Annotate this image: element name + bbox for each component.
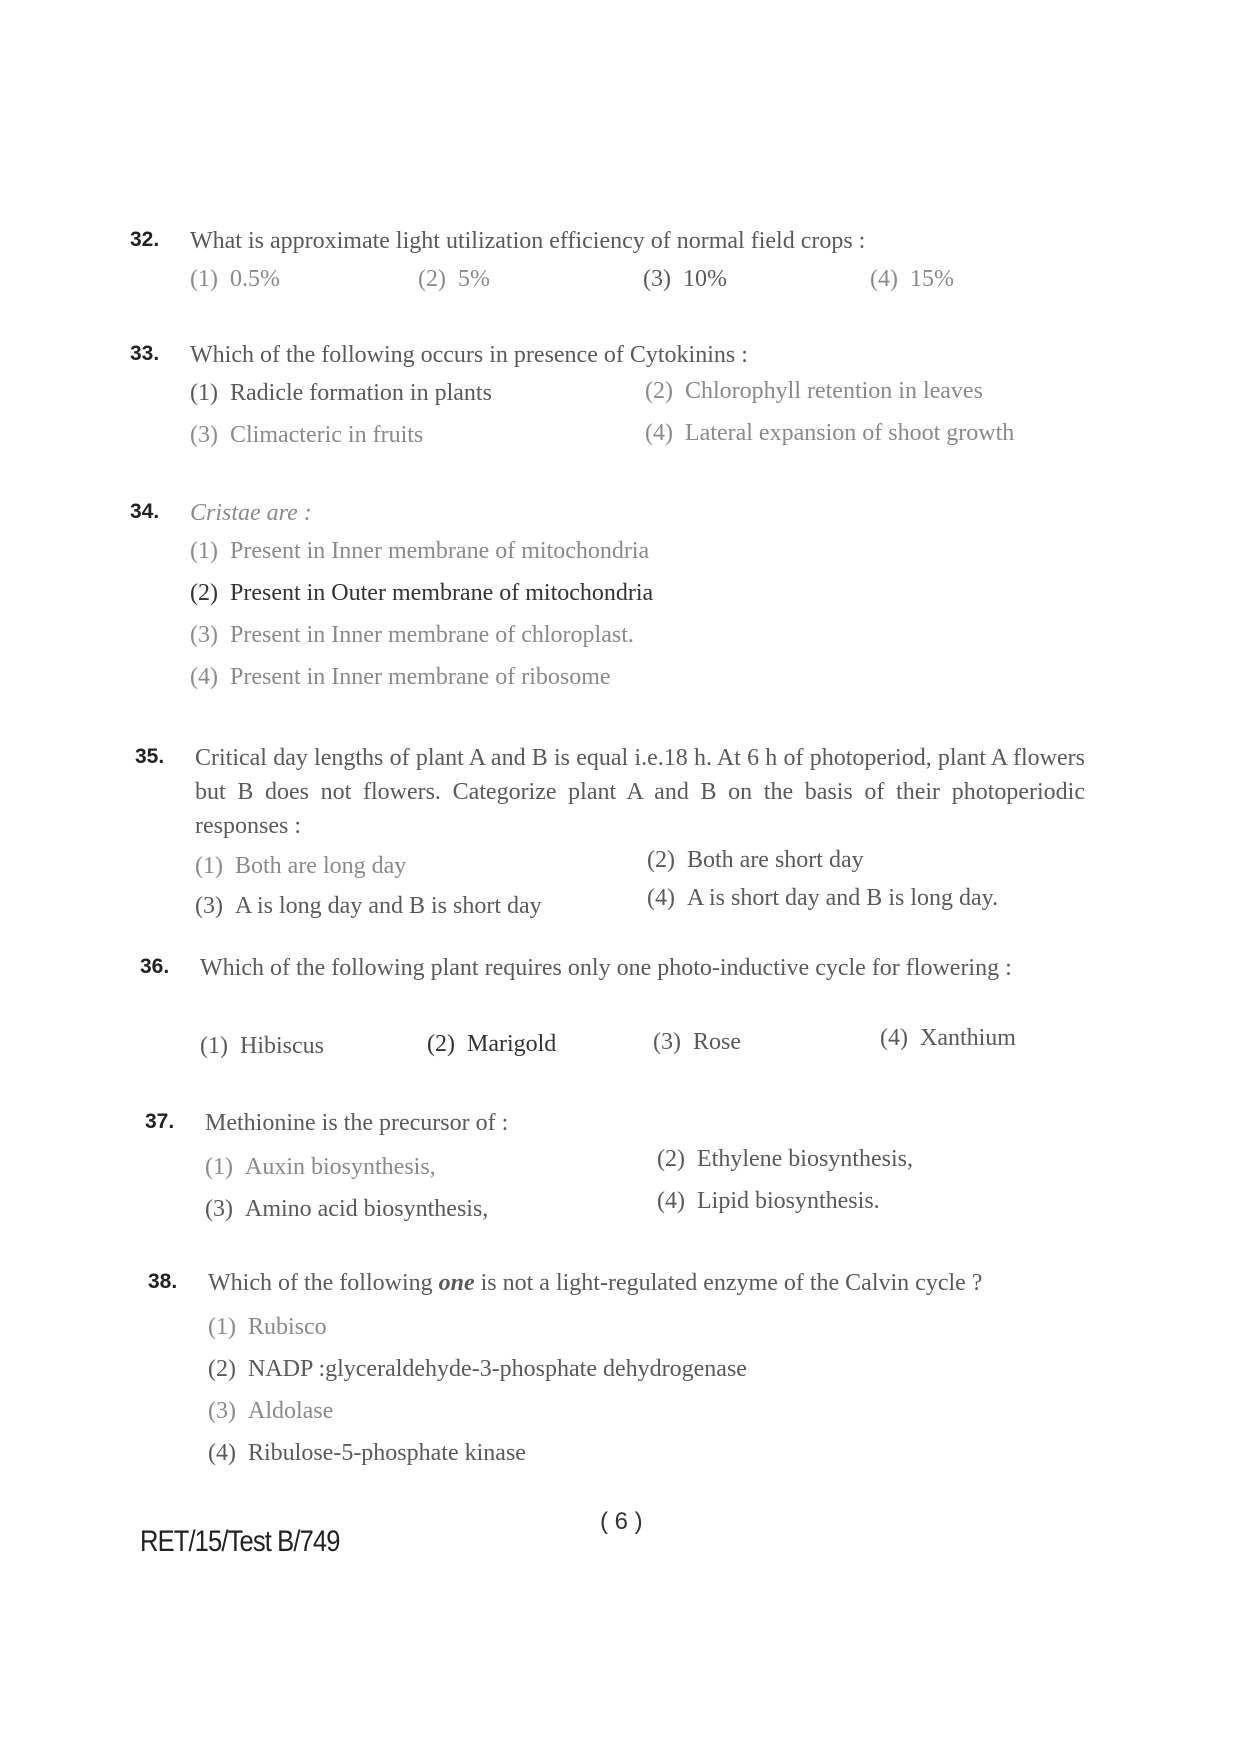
option-2: (2) Present in Outer membrane of mitochondria <box>190 580 654 606</box>
option-2: (2) Chlorophyll retention in leaves <box>645 378 983 404</box>
question-number: 37. <box>145 1110 175 1133</box>
question-text: Cristae are : <box>190 500 312 526</box>
option-4: (4) Lipid biosynthesis. <box>657 1188 880 1214</box>
option-1: (1) Auxin biosynthesis, <box>205 1154 436 1180</box>
option-2: (2) Both are short day <box>647 847 864 873</box>
option-1: (1) Rubisco <box>208 1314 327 1340</box>
question-number: 32. <box>130 228 160 251</box>
option-2: (2) 5% <box>418 266 490 292</box>
question-text: Which of the following occurs in presence of Cytokinins : <box>190 342 748 368</box>
option-1: (1) Present in Inner membrane of mitochondria <box>190 538 650 564</box>
option-3: (3) 10% <box>643 266 727 292</box>
option-2: (2) Marigold <box>427 1031 557 1057</box>
option-4: (4) 15% <box>870 266 954 292</box>
option-4: (4) Ribulose-5-phosphate kinase <box>208 1440 526 1466</box>
emphasis-one: one <box>438 1270 475 1296</box>
option-1: (1) Both are long day <box>195 853 407 879</box>
question-text: Critical day lengths of plant A and B is equal i.e.18 h. At 6 h of photoperiod, plant A flowers but B does not flowers. Categorize plant A and B on the basis of their photoperiodic responses : <box>195 745 1085 839</box>
option-3: (3) Rose <box>653 1029 741 1055</box>
question-number: 33. <box>130 342 160 365</box>
option-4: (4) Xanthium <box>880 1025 1016 1051</box>
option-1: (1) Hibiscus <box>200 1033 324 1059</box>
question-number: 34. <box>130 500 160 523</box>
test-code: RET/15/Test B/749 <box>140 1525 340 1558</box>
question-number: 35. <box>135 745 165 768</box>
option-4: (4) Lateral expansion of shoot growth <box>645 420 1015 446</box>
option-3: (3) A is long day and B is short day <box>195 893 542 919</box>
question-text: Which of the following plant requires only one photo-inductive cycle for flowering : <box>200 955 1012 981</box>
option-3: (3) Amino acid biosynthesis, <box>205 1196 489 1222</box>
question-text: Methionine is the precursor of : <box>205 1110 509 1136</box>
question-text: What is approximate light utilization efficiency of normal field crops : <box>190 228 866 254</box>
option-4: (4) A is short day and B is long day. <box>647 885 999 911</box>
option-3: (3) Aldolase <box>208 1398 334 1424</box>
question-text: Which of the following one is not a light-regulated enzyme of the Calvin cycle ? <box>208 1270 983 1296</box>
option-4: (4) Present in Inner membrane of ribosome <box>190 664 611 690</box>
option-1: (1) Radicle formation in plants <box>190 380 492 406</box>
page-number: ( 6 ) <box>600 1508 643 1535</box>
option-3: (3) Present in Inner membrane of chloroplast. <box>190 622 634 648</box>
question-number: 38. <box>148 1270 178 1293</box>
option-3: (3) Climacteric in fruits <box>190 422 424 448</box>
question-number: 36. <box>140 955 170 978</box>
option-2: (2) NADP :glyceraldehyde-3-phosphate dehydrogenase <box>208 1356 747 1382</box>
option-1: (1) 0.5% <box>190 266 280 292</box>
option-2: (2) Ethylene biosynthesis, <box>657 1146 913 1172</box>
